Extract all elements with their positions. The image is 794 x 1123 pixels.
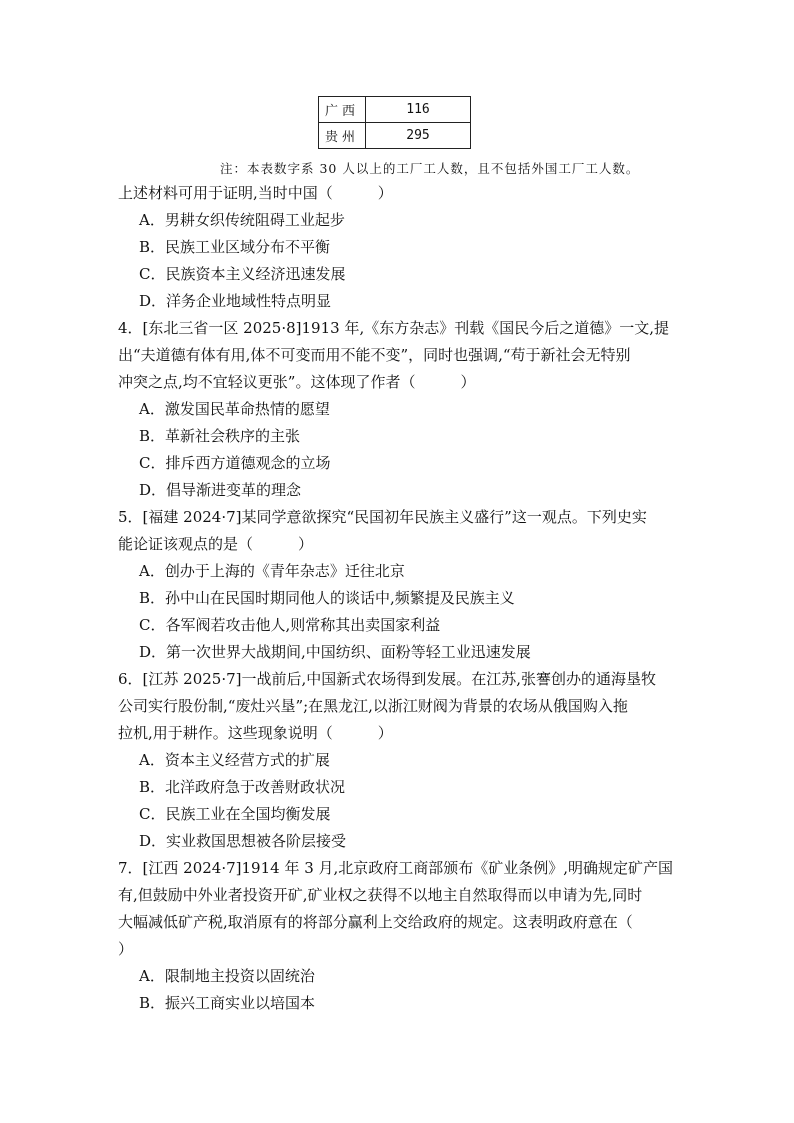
question-3-stem: 上述材料可用于证明,当时中国（ ） [118, 184, 393, 202]
option-c: C．各军阀若攻击他人,则常称其出卖国家利益 [139, 616, 441, 634]
question-4-line: 冲突之点,均不宜轻议更张”。这体现了作者（ ） [118, 373, 476, 391]
province-cell: 广西 [319, 97, 366, 123]
option-a: A．创办于上海的《青年杂志》迁往北京 [139, 562, 405, 580]
option-a: A．限制地主投资以固统治 [139, 967, 315, 985]
table-row [319, 97, 471, 123]
value-cell: 116 [366, 97, 471, 123]
option-c: C．民族工业在全国均衡发展 [139, 805, 331, 823]
question-5-line: 5．[福建 2024·7]某同学意欲探究“民国初年民族主义盛行”这一观点。下列史实 [118, 508, 647, 526]
province-cell: 贵州 [319, 123, 366, 149]
option-b: B．振兴工商实业以培国本 [139, 994, 316, 1012]
table-row [319, 123, 471, 149]
option-d: D．实业救国思想被各阶层接受 [139, 832, 347, 850]
value-cell: 295 [366, 123, 471, 149]
question-7-line: ） [118, 940, 134, 958]
question-5-line: 能论证该观点的是（ ） [118, 535, 314, 553]
option-d: D．洋务企业地域性特点明显 [139, 292, 332, 310]
question-6-line: 拉机,用于耕作。这些现象说明（ ） [118, 724, 393, 742]
question-7-line: 有,但鼓励中外业者投资开矿,矿业权之获得不以地主自然取得而以申请为先,同时 [118, 886, 643, 904]
option-c: C．民族资本主义经济迅速发展 [139, 265, 346, 283]
question-6-line: 公司实行股份制,“废灶兴垦”;在黑龙江,以浙江财阀为背景的农场从俄国购入拖 [118, 697, 628, 715]
option-b: B．民族工业区域分布不平衡 [139, 238, 331, 256]
question-4-line: 出“夫道德有体有用,体不可变而用不能不变”，同时也强调,“苟于新社会无特别 [118, 346, 631, 364]
option-b: B．孙中山在民国时期同他人的谈话中,频繁提及民族主义 [139, 589, 515, 607]
data-table [318, 96, 471, 149]
question-content [118, 180, 680, 1017]
option-b: B．北洋政府急于改善财政状况 [139, 778, 346, 796]
question-7-line: 大幅减低矿产税,取消原有的将部分赢利上交给政府的规定。这表明政府意在（ [118, 913, 633, 931]
question-4-line: 4．[东北三省一区 2025·8]1913 年,《东方杂志》刊载《国民今后之道德》一文,提 [118, 319, 669, 337]
option-d: D．倡导渐进变革的理念 [139, 481, 302, 499]
option-a: A．资本主义经营方式的扩展 [139, 751, 330, 769]
option-b: B．革新社会秩序的主张 [139, 427, 301, 445]
option-a: A．激发国民革命热情的愿望 [139, 400, 330, 418]
question-7-line: 7．[江西 2024·7]1914 年 3 月,北京政府工商部颁布《矿业条例》,明确规定矿产国 [118, 859, 674, 877]
table-note: 注：本表数字系 30 人以上的工厂工人数，且不包括外国工厂工人数。 [220, 161, 640, 176]
option-d: D．第一次世界大战期间,中国纺织、面粉等轻工业迅速发展 [139, 643, 531, 661]
option-c: C．排斥西方道德观念的立场 [139, 454, 331, 472]
option-a: A．男耕女织传统阻碍工业起步 [139, 211, 345, 229]
question-6-line: 6．[江苏 2025·7]一战前后,中国新式农场得到发展。在江苏,张謇创办的通海垦牧 [118, 670, 657, 688]
